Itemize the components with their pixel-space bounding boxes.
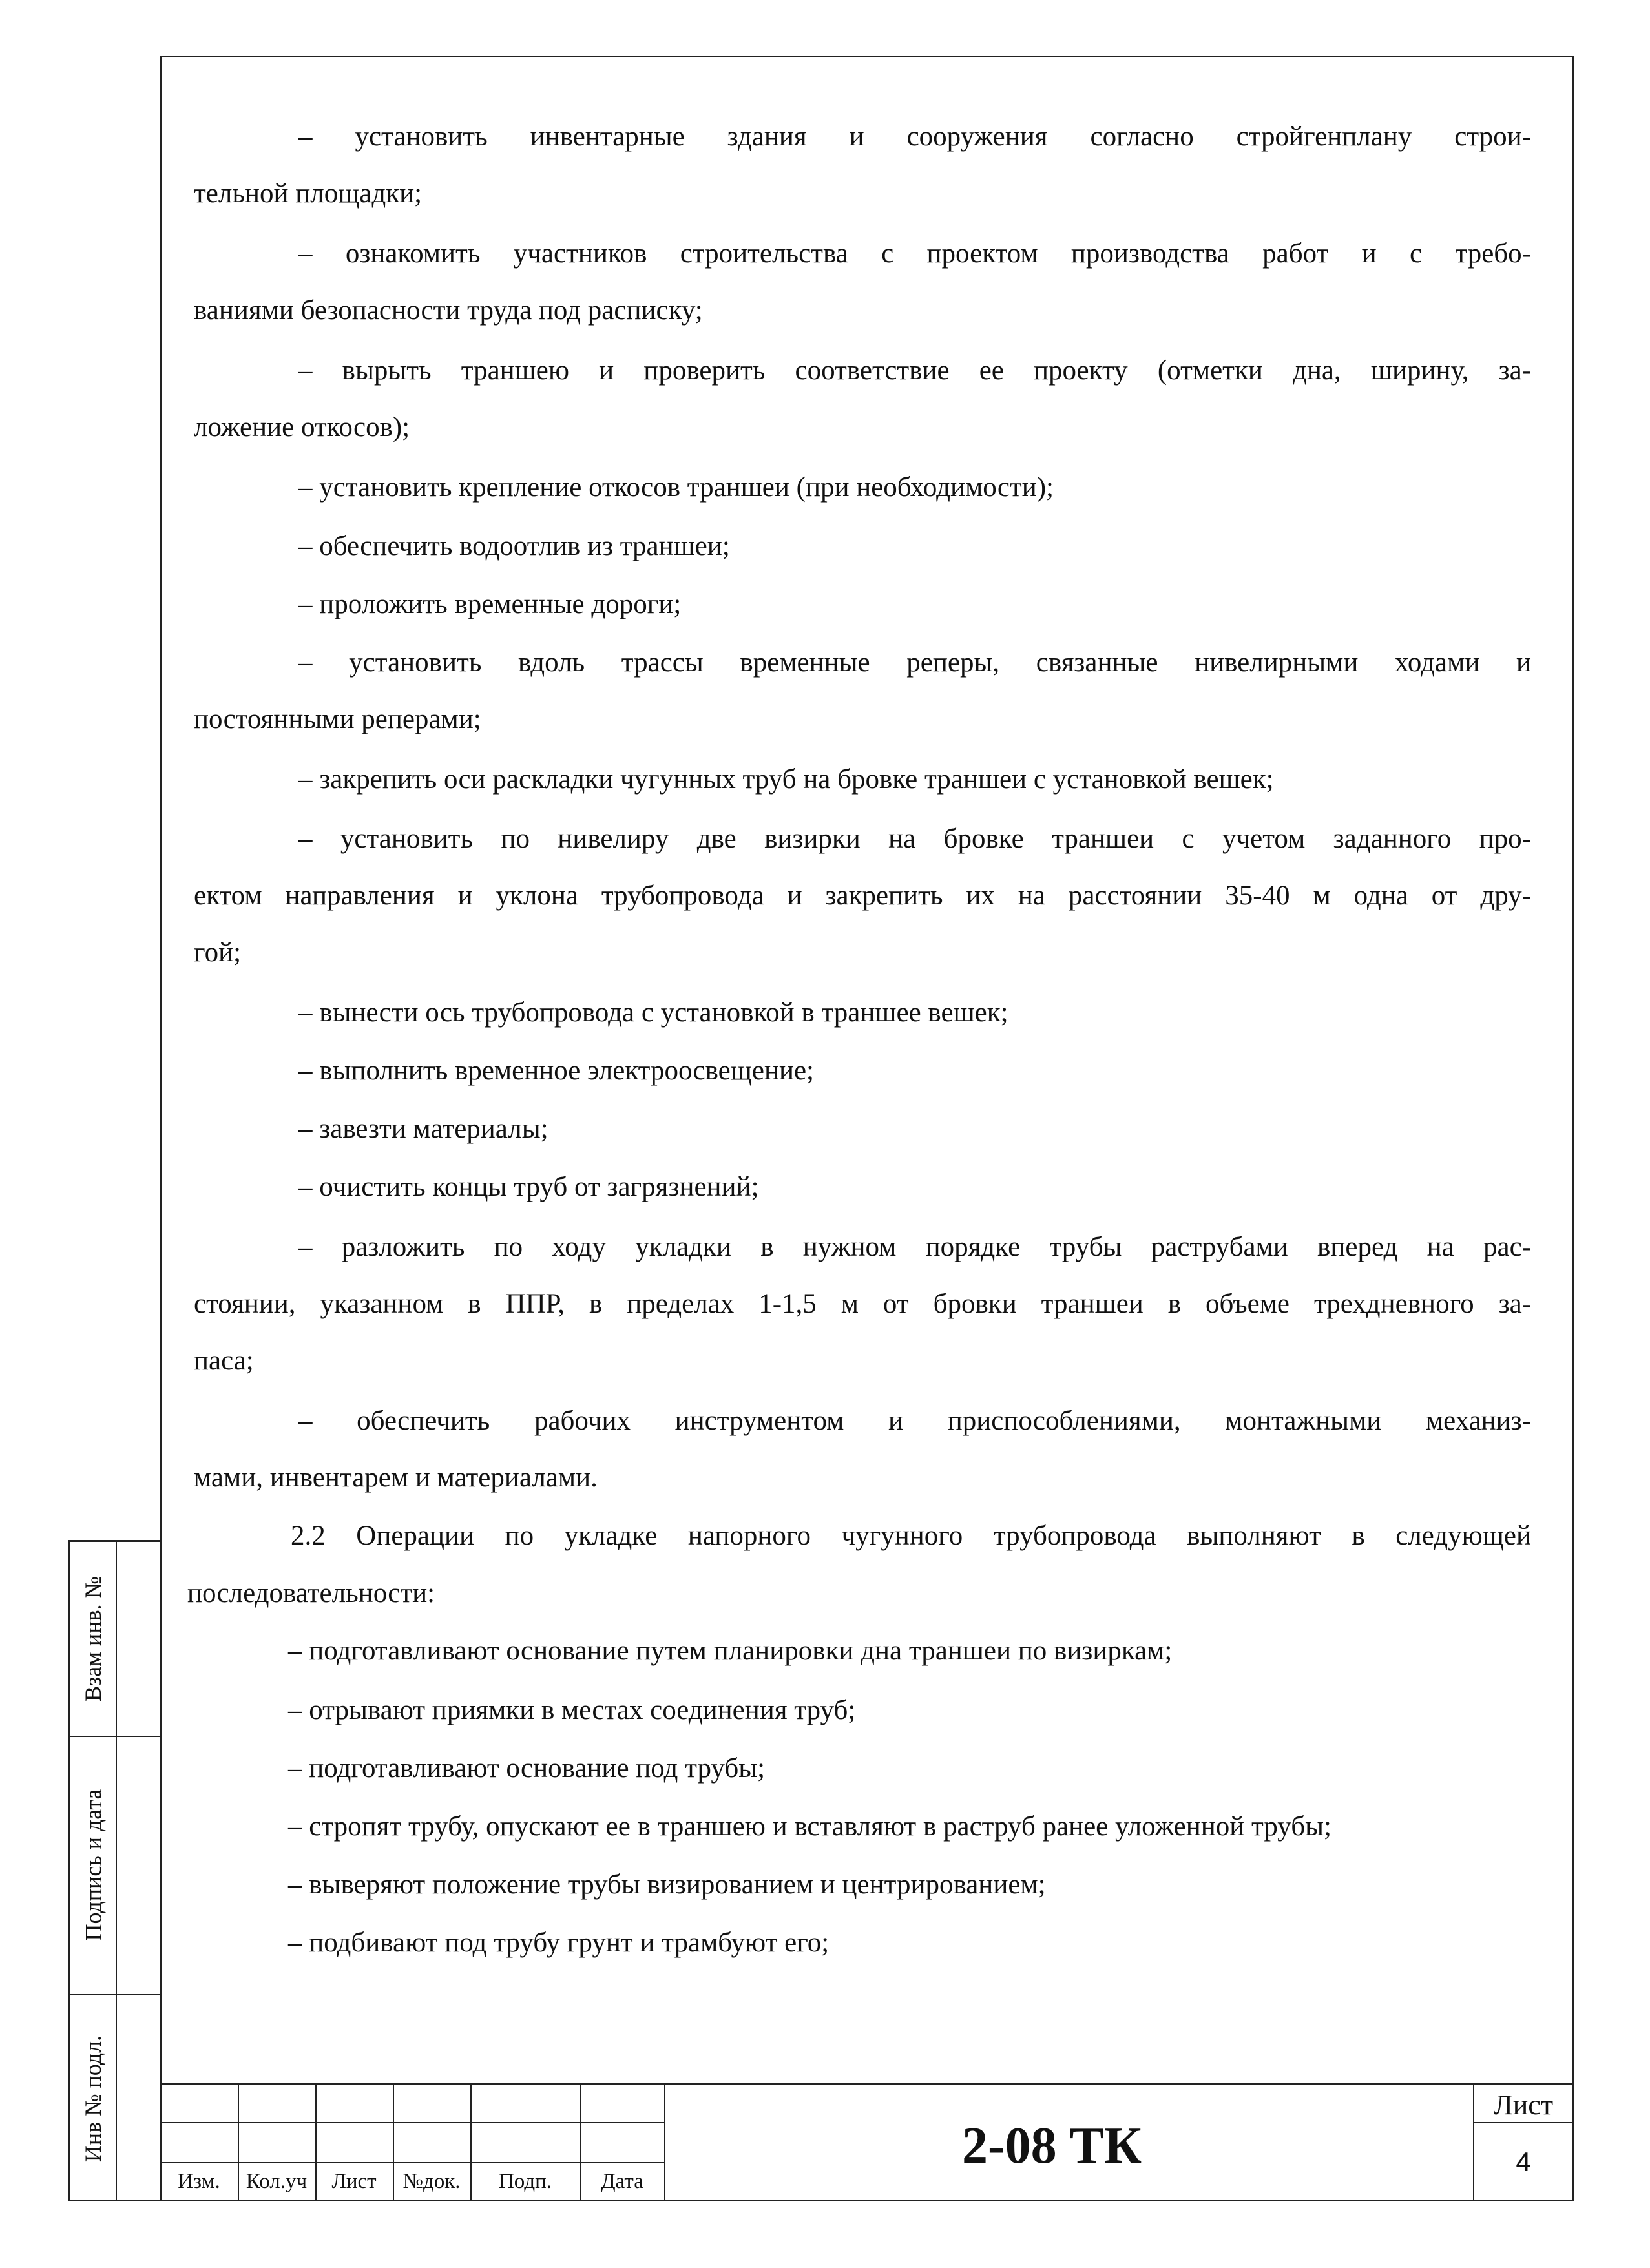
text-line: постоянными реперами; <box>194 704 481 734</box>
text-line: 2.2 Операции по укладке напорного чугунного трубопровода выполняют в следующей <box>291 1522 1531 1551</box>
text-line: ектом направления и уклона трубопровода и закрепить их на расстоянии 35-40 м одна от дру- <box>194 882 1531 911</box>
text-line: – обеспечить водоотлив из траншеи; <box>298 531 730 561</box>
text-line: – установить крепление откосов траншеи (при необходимости); <box>298 472 1054 503</box>
text-line: гой; <box>194 937 242 968</box>
text-line: – стропят трубу, опускают ее в траншею и вставляют в раструб ранее уложенной трубы; <box>288 1811 1331 1842</box>
text-line: – разложить по ходу укладки в нужном порядке трубы раструбами вперед на рас- <box>298 1233 1531 1262</box>
col-izm: Изм. <box>178 2170 220 2193</box>
sheet-number: 4 <box>1516 2147 1531 2177</box>
label-replacement-inv: Взам инв. № <box>80 1576 106 1701</box>
text-line: – выполнить временное электроосвещение; <box>298 1056 814 1086</box>
text-line: – ознакомить участников строительства с проектом производства работ и с требо- <box>298 240 1531 269</box>
side-stamp-strip <box>68 1540 160 2201</box>
col-ndok: №док. <box>402 2170 461 2193</box>
label-signature-date: Подпись и дата <box>80 1789 107 1941</box>
text-line: – отрывают приямки в местах соединения труб; <box>288 1695 856 1725</box>
text-line: – подготавливают основание под трубы; <box>288 1753 766 1784</box>
text-line: – вырыть траншею и проверить соответствие ее проекту (отметки дна, ширину, за- <box>298 357 1531 386</box>
sheet-label: Лист <box>1493 2089 1554 2121</box>
text-line: ложение откосов); <box>194 412 410 442</box>
text-line: паса; <box>194 1346 254 1376</box>
text-line: – выверяют положение трубы визированием и центрированием; <box>288 1869 1046 1900</box>
col-data: Дата <box>601 2170 643 2193</box>
text-line: – закрепить оси раскладки чугунных труб на бровке траншеи с установкой вешек; <box>298 764 1274 795</box>
text-line: – установить инвентарные здания и сооружения согласно стройгенплану строи- <box>298 123 1531 152</box>
label-original-inv: Инв № подл. <box>80 2035 106 2163</box>
col-kol-uch: Кол.уч <box>245 2170 308 2193</box>
text-line: тельной площадки; <box>194 178 423 209</box>
text-line: – обеспечить рабочих инструментом и приспособлениями, монтажными механиз- <box>298 1407 1531 1436</box>
title-block <box>160 2083 1574 2201</box>
text-line: – подбивают под трубу грунт и трамбуют его; <box>288 1928 830 1958</box>
text-line: – завезти материалы; <box>298 1114 548 1144</box>
text-line: ваниями безопасности труда под расписку; <box>194 295 703 326</box>
text-line: стоянии, указанном в ППР, в пределах 1-1,5 м от бровки траншеи в объеме трехдневного за- <box>194 1290 1531 1319</box>
col-podp: Подп. <box>498 2170 552 2193</box>
text-line: последовательности: <box>187 1578 435 1608</box>
text-line: – очистить концы труб от загрязнений; <box>298 1172 759 1202</box>
document-code: 2-08 ТК <box>961 2117 1142 2174</box>
text-line: – вынести ось трубопровода с установкой в траншее вешек; <box>298 997 1008 1028</box>
col-list: Лист <box>331 2170 377 2193</box>
text-line: – установить вдоль трассы временные реперы, связанные нивелирными ходами и <box>298 649 1531 678</box>
text-line: – установить по нивелиру две визирки на бровке траншеи с учетом заданного про- <box>298 825 1531 854</box>
text-line: – подготавливают основание путем планировки дна траншеи по визиркам; <box>288 1636 1173 1666</box>
text-line: мами, инвентарем и материалами. <box>194 1462 598 1493</box>
text-line: – проложить временные дороги; <box>298 589 682 619</box>
